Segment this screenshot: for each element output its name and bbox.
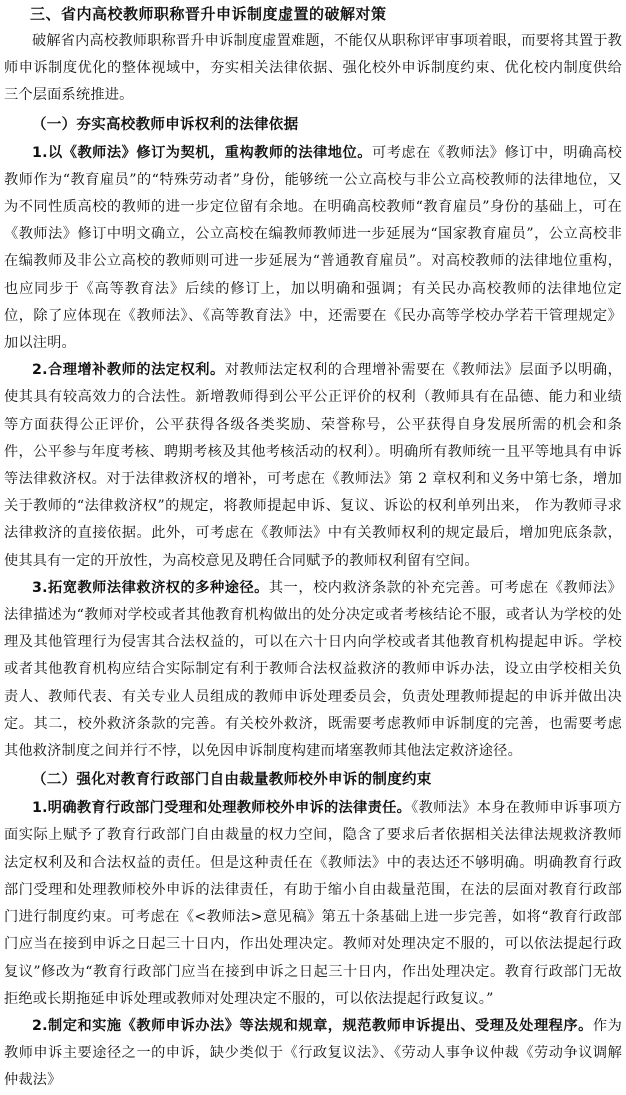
subsection-1-paragraph-1 bbox=[4, 140, 622, 358]
subsection-2-title: （二）强化对教育行政部门自由裁量教师校外申诉的制度约束 bbox=[32, 772, 432, 789]
section-title: 三、省内高校教师职称晋升申诉制度虚置的破解对策 bbox=[30, 5, 387, 23]
paragraph-text: 对教师法定权利的合理增补需要在《教师法》层面予以明确，使其具有较高效力的合法性。新增教师得到公平公正评价的权利（教师具有在品德、能力和业绩等方面获得公正评价，公平获得各级各类奖励、荣誉称号，公平获得自身发展所需的机会和条件，公平参与年度考核、聘期考核及其他考核活动的权利）。明确所有教师统一且平等地具有申诉等法律救济权。对于法律救济权的增补，可考虑在《教师法》第 2 章权利和义务中第七条，增加关于教师的“法律救济权”的规定，将教师提起申诉、复议、诉讼的权利单列出来， 作为教师寻求法律救济的直接依据。此外，可考虑在《教师法》中有关教师权利的规定最后，增加兜底条款，使其具有一定的开放性，为高校意见及聘任合同赋予的教师权利留有空间。 bbox=[4, 362, 622, 569]
subsection-1-title: （一）夯实高校教师申诉权利的法律依据 bbox=[32, 116, 299, 133]
paragraph-lead: 1.以《教师法》修订为契机，重构教师的法律地位。 bbox=[32, 144, 372, 161]
paragraph-text: 《教师法》本身在教师申诉事项方面实际上赋予了教育行政部门自由裁量的权力空间，隐含了要求后者依据相关法律法规救济教师法定权利及和合法权益的责任。但是这种责任在《教师法》中的表达还不够明确。明确教育行政部门受理和处理教师校外申诉的法律责任，有助于缩小自由裁量范围，在法的层面对教育行政部门进行制度约束。可考虑在《<教师法>意见稿》第五十条基础上进一步完善，如将“教育行政部门应当在接到申诉之日起三十日内，作出处理决定。教师对处理决定不服的，可以依法提起行政复议”修改为“教育行政部门应当在接到申诉之日起三十日内，作出处理决定。教育行政部门无故拒绝或长期拖延申诉处理或教师对处理决定不服的，可以依法提起行政复议。” bbox=[4, 800, 622, 1007]
paragraph-lead: 3.拓宽教师法律救济权的多种途径。 bbox=[32, 579, 269, 596]
subsection-1-paragraph-3 bbox=[4, 575, 622, 765]
paragraph-text: 可考虑在《教师法》修订中，明确高校教师作为“教育雇员”的“特殊劳动者”身份，能够统一公立高校与非公立高校教师的法律地位，又为不同性质高校的教师的进一步定位留有余地。在明确高校教师“教育雇员”身份的基础上，可在《教师法》修订中明文确立，公立高校在编教师教师进一步延展为“国家教育雇员”，公立高校非在编教师及非公立高校的教师则可进一步延展为“普通教育雇员”。对高校教师的法律地位重构，也应同步于《高等教育法》后续的修订上，加以明确和强调；有关民办高校教师的法律地位定位，除了应体现在《教师法》、《高等教育法》中，还需要在《民办高等学校办学若干管理规定》加以注明。 bbox=[4, 144, 622, 352]
paragraph-lead: 1.明确教育行政部门受理和处理教师校外申诉的法律责任。 bbox=[32, 800, 412, 817]
paragraph-lead: 2.合理增补教师的法定权利。 bbox=[32, 362, 225, 379]
paragraph-lead: 2.制定和实施《教师申诉办法》等法规和规章，规范教师申诉提出、受理及处理程序。 bbox=[32, 1017, 593, 1034]
subsection-2-paragraph-2 bbox=[4, 1013, 622, 1095]
subsection-2-paragraph-1 bbox=[4, 795, 622, 1013]
subsection-1-paragraph-2 bbox=[4, 357, 622, 575]
paragraph-text: 其一，校内救济条款的补充完善。可考虑在《教师法》法律描述为“教师对学校或者其他教育机构做出的处分决定或者考核结论不服，或者认为学校的处理及其他管理行为侵害其合法权益的，可以在六十日内向学校或者其他教育机构提起申诉。学校或者其他教育机构应结合实际制定有利于教师合法权益救济的教师申诉办法，设立由学校相关负责人、教师代表、有关专业人员组成的教师申诉处理委员会，负责处理教师提起的申诉并做出决定。其二，校外救济条款的完善。有关校外救济，既需要考虑教师申诉制度的完善，也需要考虑其他救济制度之间并行不悖，以免因申诉制度构建而堵塞教师其他法定救济途径。 bbox=[4, 579, 622, 760]
intro-paragraph: 破解省内高校教师职称晋升申诉制度虚置难题，不能仅从职称评审事项着眼，而要将其置于教师申诉制度优化的整体视域中，夯实相关法律依据、强化校外申诉制度约束、优化校内制度供给三个层面系统推进。 bbox=[4, 33, 622, 104]
paragraph-text: 作为教师申诉主要途径之一的申诉，缺少类似于《行政复议法》、《劳动人事争议仲裁《劳动争议调解仲裁法》 bbox=[4, 1017, 622, 1089]
